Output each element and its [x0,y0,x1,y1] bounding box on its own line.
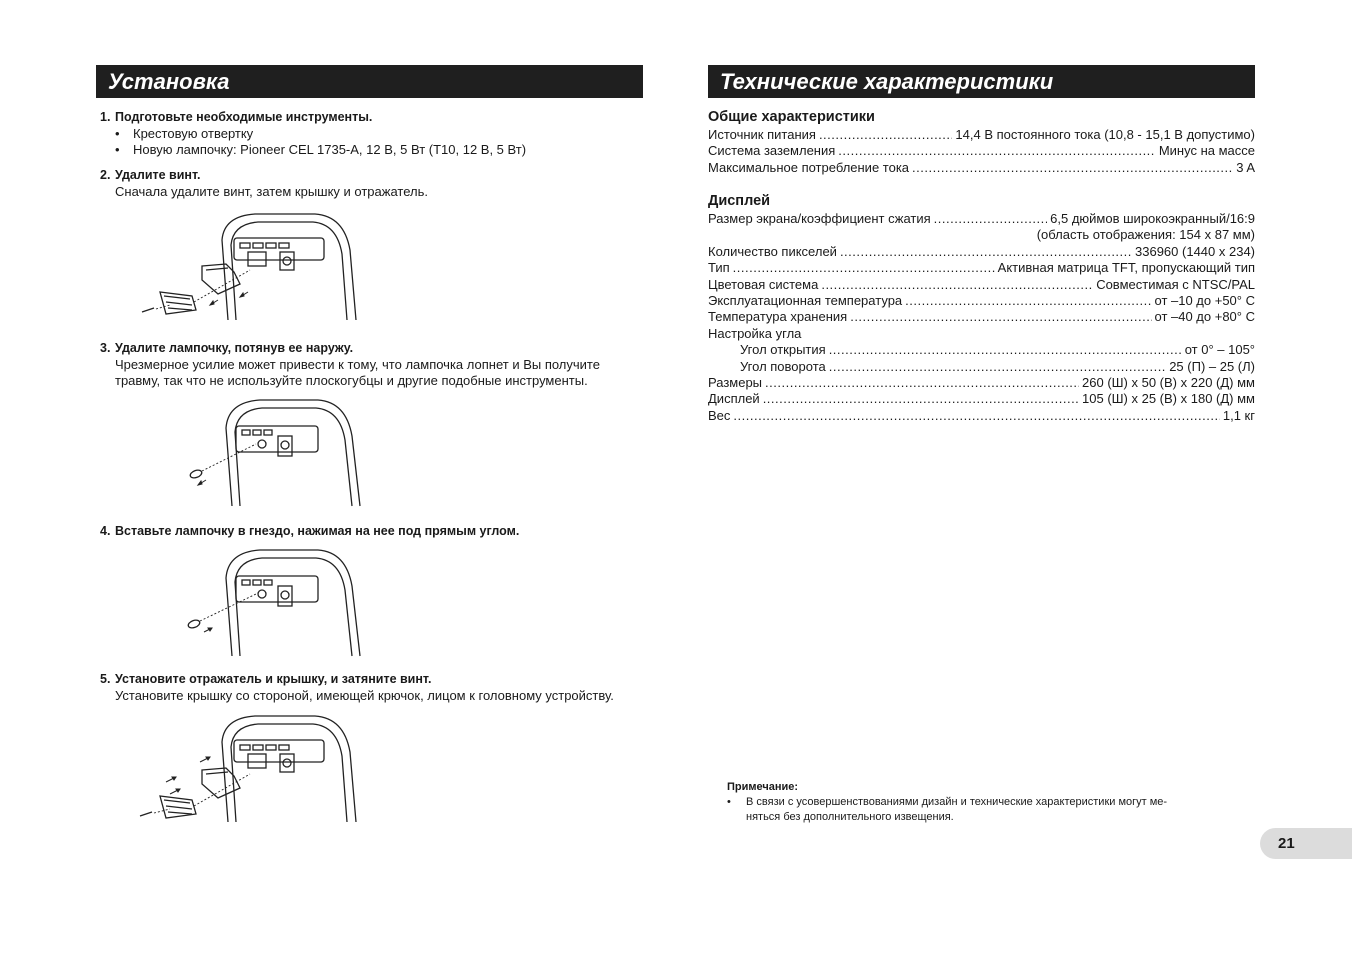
spec-row [708,375,1255,391]
note-block [727,780,1247,825]
spec-row [708,293,1255,309]
spec-label: Размер экрана/коэффициент сжатия [708,211,931,226]
tool-bullet: • Крестовую отвертку [100,126,645,143]
spec-label: Максимальное потребление тока [708,159,910,175]
spec-value: 1,1 кг [1222,407,1255,423]
step-heading: Установите отражатель и крышку, и затяните винт. [115,672,432,686]
spec-label: Тип [708,260,730,276]
spec-row [708,143,1255,159]
spec-label: Эксплуатационная температура [708,292,903,308]
spec-label: Температура хранения [708,309,848,325]
step-body-line: травму, так что не используйте плоскогубцы и другие подобные инструменты. [115,373,588,388]
spec-value: 25 (П) – 25 (Л) [1169,358,1255,374]
spec-row [708,127,1255,143]
step-number: 3. [100,341,111,355]
figure-remove-bulb [180,398,380,510]
spec-value: (область отображения: 154 x 87 мм) [1036,227,1255,243]
spec-label: Настройка угла [708,325,802,341]
display-specs-heading: Дисплей [708,193,771,209]
spec-value: Активная матрица TFT, пропускающий тип [997,260,1255,276]
spec-value: 14,4 В постоянного тока (10,8 - 15,1 В допустимо) [955,127,1255,142]
spec-value: от 0° – 105° [1184,342,1255,358]
spec-value: Минус на массе [1158,143,1255,159]
figure-remove-cover [130,210,370,325]
note-line: В связи с усовершенствованиями дизайн и технические характеристики могут ме- [746,796,1168,808]
step-heading: Удалите винт. [115,168,201,182]
general-specs-list [708,127,1255,176]
step-number: 1. [100,110,111,124]
page-number: 21 [1260,828,1352,859]
spec-label: Количество пикселей [708,243,837,259]
step-2 [100,167,645,200]
spec-label: Угол открытия [740,342,826,358]
spec-label: Угол поворота [740,358,826,374]
spec-row [708,342,1255,358]
spec-row [708,244,1255,260]
step-3 [100,340,645,390]
general-specs-heading: Общие характеристики [708,109,875,125]
step-number: 5. [100,672,111,686]
spec-value: 6,5 дюймов широкоэкранный/16:9 [1050,211,1255,226]
spec-value: от –40 до +80° C [1154,309,1255,325]
spec-row [708,359,1255,375]
step-body-line: Чрезмерное усилие может привести к тому, что лампочка лопнет и Вы получите [115,356,600,372]
note-text [727,795,1247,825]
installation-title: Установка [96,65,643,98]
figure-install-cover [130,712,370,827]
spec-row [708,211,1255,227]
spec-row [708,408,1255,424]
spec-group-label [708,326,1255,342]
note-heading: Примечание: [727,781,799,793]
spec-row [708,277,1255,293]
step-number: 4. [100,524,111,538]
step-1 [100,109,645,159]
display-specs-list [708,211,1255,424]
figure-insert-bulb [180,548,380,660]
spec-label: Цветовая система [708,276,819,292]
note-line: няться без дополнительного извещения. [746,811,954,823]
step-number: 2. [100,168,111,182]
step-heading: Подготовьте необходимые инструменты. [115,110,373,124]
spec-label: Дисплей [708,391,760,407]
spec-row [708,260,1255,276]
spec-row [708,160,1255,176]
spec-value: 3 A [1236,159,1255,175]
step-5 [100,671,645,704]
spec-label: Вес [708,407,731,423]
step-heading: Удалите лампочку, потянув ее наружу. [115,341,354,355]
spec-row [708,309,1255,325]
spec-label: Система заземления [708,143,836,159]
spec-row-continued [708,227,1255,243]
spec-row [708,391,1255,407]
spec-value: от –10 до +50° C [1154,292,1255,308]
spec-value: 105 (Ш) x 25 (В) x 180 (Д) мм [1082,391,1255,407]
spec-value: Совместимая с NTSC/PAL [1096,276,1255,292]
step-heading: Вставьте лампочку в гнездо, нажимая на нее под прямым углом. [115,524,520,538]
spec-label: Размеры [708,374,763,390]
step-body: Сначала удалите винт, затем крышку и отражатель. [115,183,428,199]
step-body: Установите крышку со стороной, имеющей крючок, лицом к головному устройству. [115,687,614,703]
tool-bullet: • Новую лампочку: Pioneer CEL 1735-A, 12 В, 5 Вт (T10, 12 В, 5 Вт) [100,142,645,159]
step-4 [100,523,645,540]
spec-label: Источник питания [708,127,816,142]
spec-value: 260 (Ш) x 50 (В) x 220 (Д) мм [1082,374,1255,390]
spec-value: 336960 (1440 x 234) [1135,243,1255,259]
specifications-title: Технические характеристики [708,65,1255,98]
